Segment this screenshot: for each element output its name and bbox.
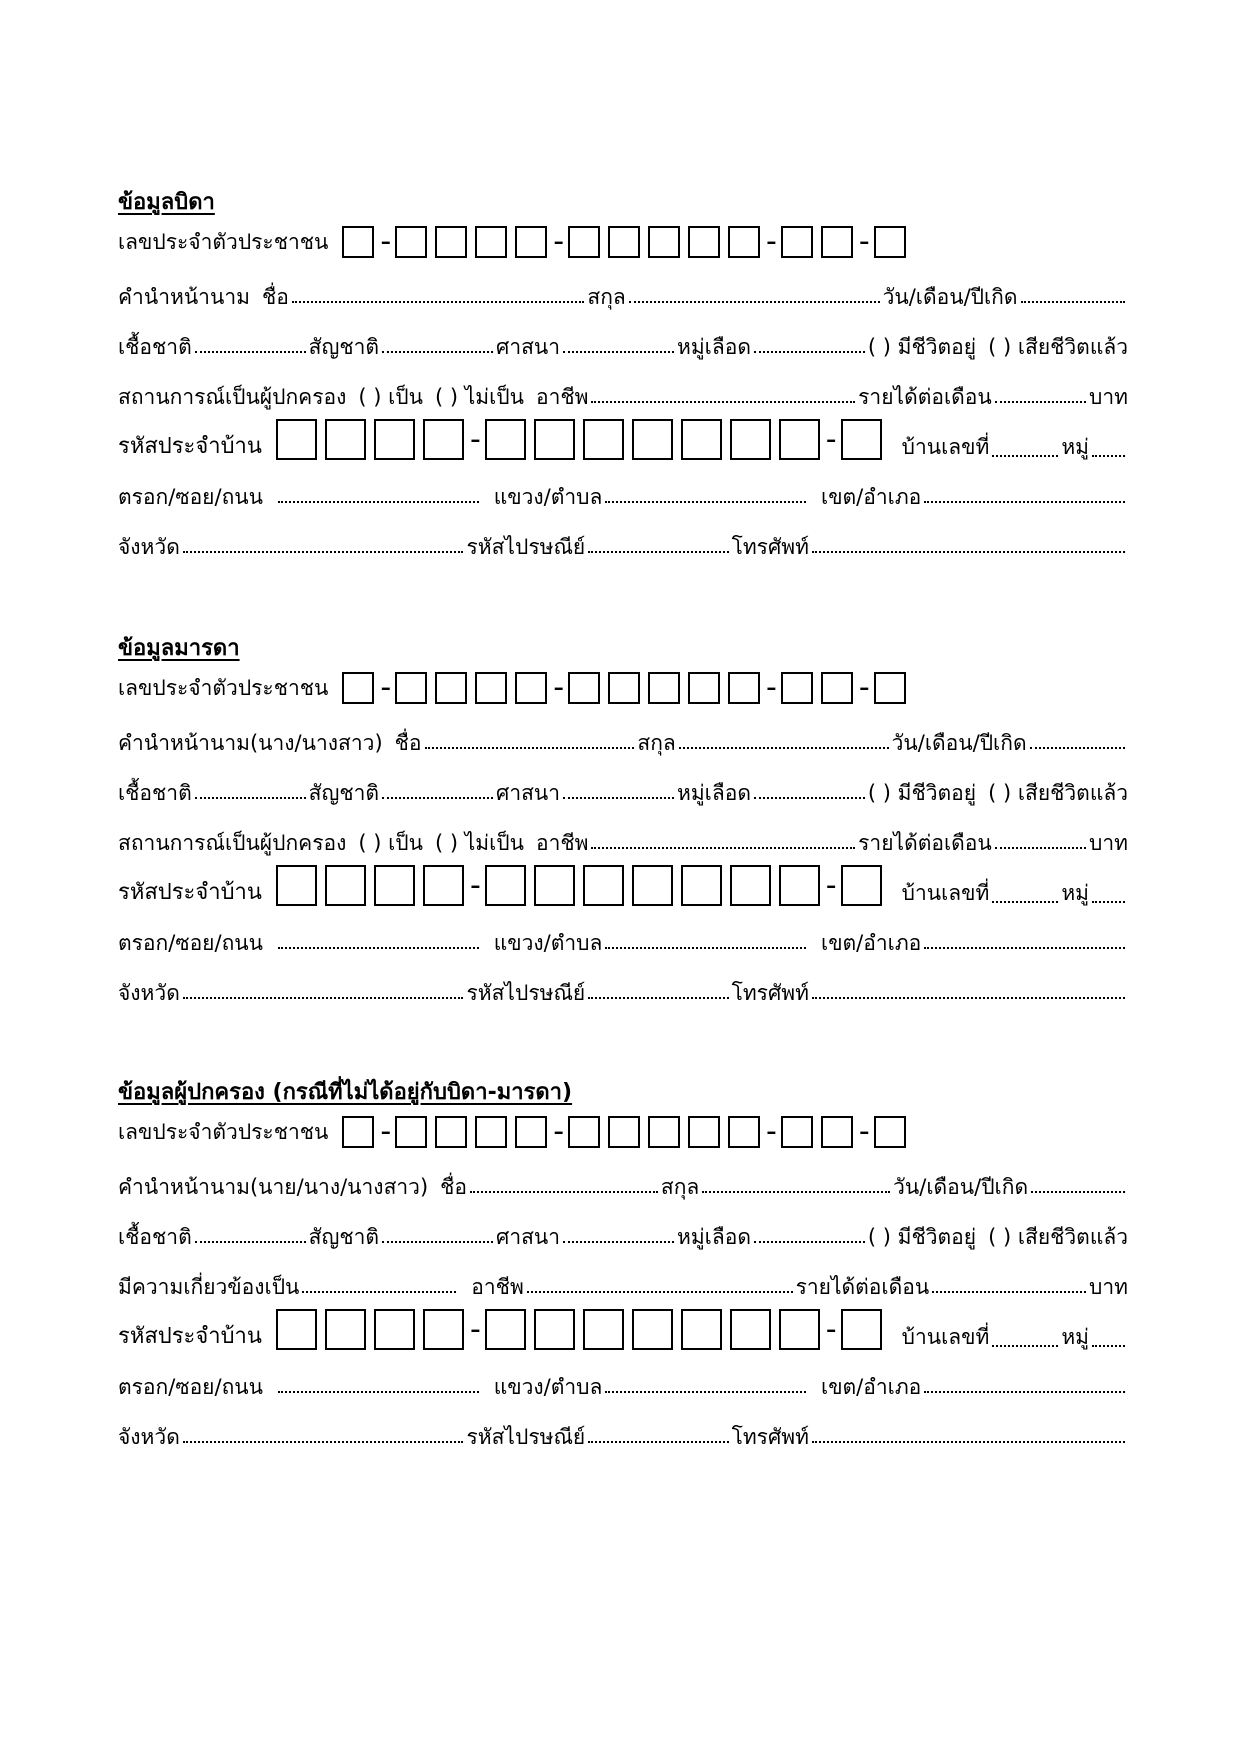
father-nationality-field[interactable] xyxy=(382,351,493,353)
guardian-house-row xyxy=(118,1302,1128,1352)
guardian-province-field[interactable] xyxy=(183,1441,464,1443)
guardian-birth-date-field[interactable] xyxy=(1031,1191,1125,1193)
father-address-row xyxy=(118,468,1128,508)
mother-religion-field[interactable] xyxy=(563,797,674,799)
guardian-ethnicity-field[interactable] xyxy=(195,1241,306,1243)
father-surname-field[interactable] xyxy=(629,301,880,303)
father-name-row xyxy=(118,268,1128,308)
father-citizen-id-row xyxy=(118,220,1128,264)
guardian-province-row xyxy=(118,1408,1128,1448)
first-name-label: ชื่อ xyxy=(440,1175,468,1199)
guardian-phone-field[interactable] xyxy=(812,1441,1125,1443)
income-label: รายได้ต่อเดือน xyxy=(795,1275,930,1299)
baht-label: บาท xyxy=(1089,831,1128,855)
mother-citizen-id-row xyxy=(118,666,1128,710)
mother-address-row xyxy=(118,914,1128,954)
occupation-label: อาชีพ xyxy=(471,1275,524,1299)
mother-house-row xyxy=(118,858,1128,908)
moo-label: หมู่ xyxy=(1061,1325,1090,1349)
guardian-citizen-id-boxes[interactable]: - - - - xyxy=(342,1116,913,1148)
phone-label: โทรศัพท์ xyxy=(731,1425,809,1449)
subdistrict-label: แขวง/ตำบล xyxy=(493,485,603,509)
mother-postcode-field[interactable] xyxy=(588,997,728,999)
ethnicity-label: เชื้อชาติ xyxy=(118,335,192,359)
phone-label: โทรศัพท์ xyxy=(731,535,809,559)
baht-label: บาท xyxy=(1089,385,1128,409)
citizen-id-label: เลขประจำตัวประชาชน xyxy=(118,675,329,700)
alive-option[interactable]: ( ) มีชีวิตอยู่ xyxy=(867,1225,977,1249)
father-first-name-field[interactable] xyxy=(292,301,585,303)
title-label: คำนำหน้านาม(นาง/นางสาว) xyxy=(118,731,383,755)
guardian-section xyxy=(118,1074,1129,1449)
blood-group-label: หมู่เลือด xyxy=(677,781,751,805)
surname-label: สกุล xyxy=(660,1175,700,1199)
guardian-relationship-field[interactable] xyxy=(302,1291,456,1293)
father-alley-field[interactable] xyxy=(278,501,479,503)
mother-ethnicity-row xyxy=(118,764,1128,804)
guardian-district-field[interactable] xyxy=(924,1391,1125,1393)
alley-label: ตรอก/ซอย/ถนน xyxy=(118,1375,263,1399)
house-no-label: บ้านเลขที่ xyxy=(901,1325,990,1349)
postcode-label: รหัสไปรษณีย์ xyxy=(466,1425,586,1449)
father-heading: ข้อมูลบิดา xyxy=(118,190,215,215)
blood-group-label: หมู่เลือด xyxy=(677,1225,751,1249)
guardian-house-code-boxes[interactable]: - - xyxy=(276,1309,890,1350)
father-house-code-boxes[interactable]: - - xyxy=(276,419,890,460)
father-occupation-field[interactable] xyxy=(591,401,855,403)
surname-label: สกุล xyxy=(637,731,676,755)
guardian-first-name-field[interactable] xyxy=(470,1191,658,1193)
mother-nationality-field[interactable] xyxy=(382,797,493,799)
title-label: คำนำหน้านาม(นาย/นาง/นางสาว) xyxy=(118,1175,429,1199)
citizen-id-label: เลขประจำตัวประชาชน xyxy=(118,229,329,254)
guardian-subdistrict-field[interactable] xyxy=(605,1391,806,1393)
mother-income-field[interactable] xyxy=(995,847,1086,849)
mother-house-no-field[interactable] xyxy=(992,901,1058,903)
father-province-field[interactable] xyxy=(183,551,464,553)
guardian-moo-field[interactable] xyxy=(1092,1345,1125,1347)
province-label: จังหวัด xyxy=(118,1425,180,1449)
first-name-label: ชื่อ xyxy=(261,285,289,309)
district-label: เขต/อำเภอ xyxy=(821,485,922,509)
guardian-income-field[interactable] xyxy=(932,1291,1086,1293)
guardian-address-row xyxy=(118,1358,1128,1398)
mother-ethnicity-field[interactable] xyxy=(195,797,306,799)
postcode-label: รหัสไปรษณีย์ xyxy=(466,981,586,1005)
guardian-status-label: สถานการณ์เป็นผู้ปกครอง xyxy=(118,385,347,409)
phone-label: โทรศัพท์ xyxy=(731,981,809,1005)
father-blood-group-field[interactable] xyxy=(754,351,865,353)
religion-label: ศาสนา xyxy=(495,781,561,805)
father-ethnicity-field[interactable] xyxy=(195,351,306,353)
moo-label: หมู่ xyxy=(1061,881,1090,905)
mother-moo-field[interactable] xyxy=(1092,901,1125,903)
father-province-row xyxy=(118,518,1128,558)
house-code-label: รหัสประจำบ้าน xyxy=(118,434,262,459)
mother-name-row xyxy=(118,714,1128,754)
father-subdistrict-field[interactable] xyxy=(605,501,806,503)
guardian-nationality-field[interactable] xyxy=(382,1241,493,1243)
mother-house-code-boxes[interactable]: - - xyxy=(276,865,890,906)
religion-label: ศาสนา xyxy=(495,1225,561,1249)
province-label: จังหวัด xyxy=(118,981,180,1005)
guardian-house-no-field[interactable] xyxy=(992,1345,1058,1347)
deceased-option[interactable]: ( ) เสียชีวิตแล้ว xyxy=(988,781,1129,805)
mother-section xyxy=(118,630,1129,1005)
guardian-surname-field[interactable] xyxy=(702,1191,890,1193)
occupation-label: อาชีพ xyxy=(535,831,589,855)
subdistrict-label: แขวง/ตำบล xyxy=(493,931,603,955)
is-guardian-option[interactable]: ( ) เป็น xyxy=(358,385,423,409)
guardian-name-row xyxy=(118,1158,1128,1198)
nationality-label: สัญชาติ xyxy=(308,1225,380,1249)
guardian-alley-field[interactable] xyxy=(278,1391,479,1393)
father-birth-date-field[interactable] xyxy=(1021,301,1125,303)
ethnicity-label: เชื้อชาติ xyxy=(118,781,192,805)
mother-province-field[interactable] xyxy=(183,997,464,999)
father-citizen-id-boxes[interactable]: - - - - xyxy=(342,226,913,258)
mother-guardian-row xyxy=(118,814,1128,854)
father-district-field[interactable] xyxy=(924,501,1125,503)
occupation-label: อาชีพ xyxy=(535,385,589,409)
mother-phone-field[interactable] xyxy=(812,997,1125,999)
father-religion-field[interactable] xyxy=(563,351,674,353)
alive-option[interactable]: ( ) มีชีวิตอยู่ xyxy=(867,781,977,805)
district-label: เขต/อำเภอ xyxy=(821,931,922,955)
father-ethnicity-row xyxy=(118,318,1128,358)
birth-date-label: วัน/เดือน/ปีเกิด xyxy=(893,1175,1029,1199)
father-section xyxy=(118,184,1129,559)
baht-label: บาท xyxy=(1089,1275,1129,1299)
deceased-option[interactable]: ( ) เสียชีวิตแล้ว xyxy=(988,1225,1129,1249)
birth-date-label: วัน/เดือน/ปีเกิด xyxy=(891,731,1027,755)
father-house-no-field[interactable] xyxy=(992,455,1058,457)
title-label: คำนำหน้านาม xyxy=(118,285,250,309)
moo-label: หมู่ xyxy=(1061,435,1090,459)
father-postcode-field[interactable] xyxy=(588,551,728,553)
nationality-label: สัญชาติ xyxy=(308,781,380,805)
alley-label: ตรอก/ซอย/ถนน xyxy=(118,485,263,509)
house-code-label: รหัสประจำบ้าน xyxy=(118,1324,262,1349)
father-income-field[interactable] xyxy=(995,401,1086,403)
surname-label: สกุล xyxy=(587,285,626,309)
mother-district-field[interactable] xyxy=(924,947,1125,949)
mother-birth-date-field[interactable] xyxy=(1030,747,1125,749)
mother-citizen-id-boxes[interactable]: - - - - xyxy=(342,672,913,704)
guardian-status-label: สถานการณ์เป็นผู้ปกครอง xyxy=(118,831,347,855)
district-label: เขต/อำเภอ xyxy=(821,1375,922,1399)
guardian-relationship-row xyxy=(118,1258,1128,1298)
citizen-id-label: เลขประจำตัวประชาชน xyxy=(118,1119,329,1144)
mother-heading: ข้อมูลมารดา xyxy=(118,636,240,661)
house-no-label: บ้านเลขที่ xyxy=(901,881,990,905)
guardian-heading: ข้อมูลผู้ปกครอง (กรณีที่ไม่ได้อยู่กับบิดา-มารดา) xyxy=(118,1080,573,1105)
mother-occupation-field[interactable] xyxy=(591,847,855,849)
mother-province-row xyxy=(118,964,1128,1004)
guardian-religion-field[interactable] xyxy=(563,1241,674,1243)
mother-alley-field[interactable] xyxy=(278,947,479,949)
province-label: จังหวัด xyxy=(118,535,180,559)
father-phone-field[interactable] xyxy=(812,551,1125,553)
guardian-blood-group-field[interactable] xyxy=(754,1241,865,1243)
mother-surname-field[interactable] xyxy=(679,747,889,749)
mother-subdistrict-field[interactable] xyxy=(605,947,806,949)
first-name-label: ชื่อ xyxy=(394,731,422,755)
deceased-option[interactable]: ( ) เสียชีวิตแล้ว xyxy=(988,335,1129,359)
guardian-ethnicity-row xyxy=(118,1208,1128,1248)
guardian-postcode-field[interactable] xyxy=(588,1441,728,1443)
is-guardian-option[interactable]: ( ) เป็น xyxy=(358,831,423,855)
guardian-citizen-id-row xyxy=(118,1110,1128,1154)
income-label: รายได้ต่อเดือน xyxy=(858,385,992,409)
postcode-label: รหัสไปรษณีย์ xyxy=(466,535,586,559)
mother-first-name-field[interactable] xyxy=(425,747,635,749)
guardian-occupation-field[interactable] xyxy=(527,1291,793,1293)
alive-option[interactable]: ( ) มีชีวิตอยู่ xyxy=(867,335,977,359)
nationality-label: สัญชาติ xyxy=(308,335,380,359)
mother-blood-group-field[interactable] xyxy=(754,797,865,799)
religion-label: ศาสนา xyxy=(495,335,561,359)
father-guardian-row xyxy=(118,368,1128,408)
blood-group-label: หมู่เลือด xyxy=(677,335,751,359)
not-guardian-option[interactable]: ( ) ไม่เป็น xyxy=(434,831,524,855)
father-moo-field[interactable] xyxy=(1092,455,1125,457)
birth-date-label: วัน/เดือน/ปีเกิด xyxy=(882,285,1018,309)
house-no-label: บ้านเลขที่ xyxy=(901,435,990,459)
subdistrict-label: แขวง/ตำบล xyxy=(493,1375,603,1399)
ethnicity-label: เชื้อชาติ xyxy=(118,1225,192,1249)
house-code-label: รหัสประจำบ้าน xyxy=(118,880,262,905)
not-guardian-option[interactable]: ( ) ไม่เป็น xyxy=(434,385,524,409)
income-label: รายได้ต่อเดือน xyxy=(858,831,992,855)
father-house-row xyxy=(118,412,1128,462)
alley-label: ตรอก/ซอย/ถนน xyxy=(118,931,263,955)
relationship-label: มีความเกี่ยวข้องเป็น xyxy=(118,1275,300,1299)
